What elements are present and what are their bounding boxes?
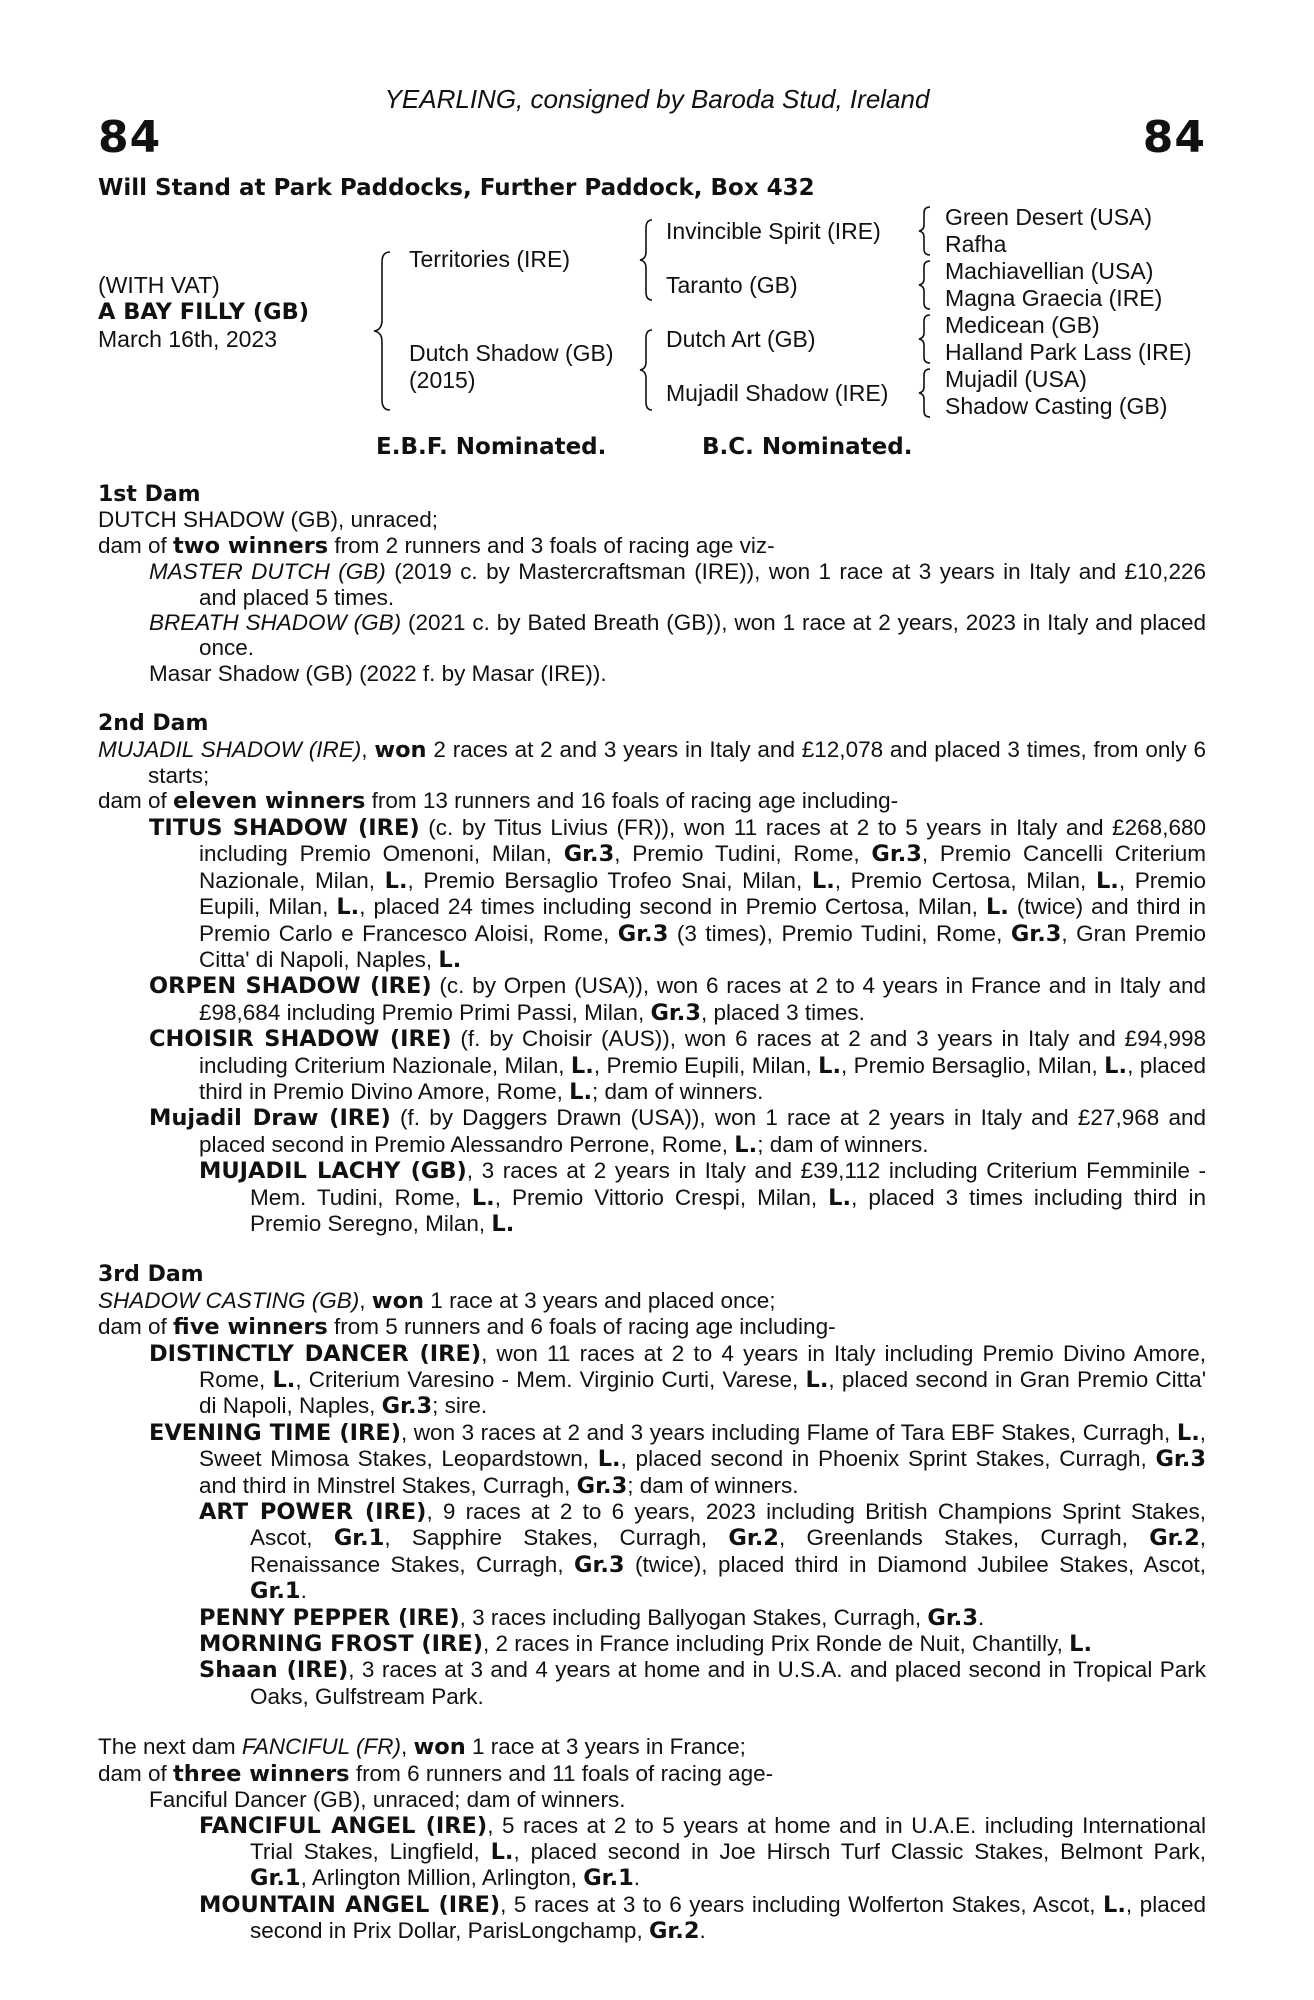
third-dam-produce-line: dam of five winners from 5 runners and 6 foals of racing age including- [98,1314,836,1341]
vat-label: (WITH VAT) [98,272,220,298]
produce-entry-master-dutch: MASTER DUTCH (GB) (2019 c. by Mastercraftsman (IRE)), won 1 race at 3 years in Italy and £10,226 and placed 5 times. [149,559,1206,610]
sire-dam-dam: Magna Graecia (IRE) [945,285,1163,311]
entry-penny-pepper: PENNY PEPPER (IRE), 3 races including Ballyogan Stakes, Curragh, Gr.3. [199,1604,985,1631]
stand-location: Will Stand at Park Paddocks, Further Paddock, Box 432 [98,175,815,201]
sire-name: Territories (IRE) [409,246,571,272]
entry-mujadil-draw: Mujadil Draw (IRE) (f. by Daggers Drawn (USA)), won 1 race at 2 years in Italy and £27,968 and placed second in Premio Alessandro Perrone, Rome, L.; dam of winners. [149,1105,1206,1158]
dam-dam: Mujadil Shadow (IRE) [666,380,889,406]
bc-nominated: B.C. Nominated. [702,434,913,460]
brace-ds [917,313,933,365]
next-dam-produce-line: dam of three winners from 6 runners and 11 foals of racing age- [98,1760,774,1787]
sire-sire: Invincible Spirit (IRE) [666,218,881,244]
entry-shaan: Shaan (IRE), 3 races at 3 and 4 years at home and in U.S.A. and placed second in Tropical Park Oaks, Gulfstream Park. [199,1657,1206,1709]
entry-mountain-angel: MOUNTAIN ANGEL (IRE), 5 races at 3 to 6 years including Wolferton Stakes, Ascot, L., placed second in Prix Dollar, ParisLongchamp, Gr.2. [199,1891,1206,1945]
ebf-nominated: E.B.F. Nominated. [376,434,607,460]
foaling-date: March 16th, 2023 [98,326,278,352]
sire-sire-dam: Rafha [945,231,1007,257]
entry-morning-frost: MORNING FROST (IRE), 2 races in France including Prix Ronde de Nuit, Chantilly, L. [199,1631,1093,1658]
first-dam-produce-line: dam of two winners from 2 runners and 3 foals of racing age viz- [98,532,775,559]
third-dam-line: SHADOW CASTING (GB), won 1 race at 3 years and placed once; [98,1287,776,1314]
lot-number-left: 84 [98,112,162,163]
dam-year: (2015) [409,367,476,393]
entry-distinctly-dancer: DISTINCTLY DANCER (IRE), won 11 races at 2 to 4 years in Italy including Premio Divino Amore, Rome, L., Criterium Varesino - Mem. Virginio Curti, Varese, L., placed second in Gran Premio Citta' di Napoli, Naples, Gr.3; sire. [149,1340,1206,1420]
next-dam-line: The next dam FANCIFUL (FR), won 1 race at 3 years in France; [98,1734,746,1761]
brace-main [372,250,394,412]
second-dam-heading: 2nd Dam [98,711,209,737]
third-dam-heading: 3rd Dam [98,1262,204,1288]
dam-dam-dam: Shadow Casting (GB) [945,393,1168,419]
brace-ss [917,205,933,257]
consignor-subtitle: YEARLING, consigned by Baroda Stud, Ireland [384,84,930,114]
sire-dam-sire: Machiavellian (USA) [945,258,1154,284]
dam-sire-dam: Halland Park Lass (IRE) [945,339,1192,365]
brace-dam [638,328,656,412]
horse-name: A BAY FILLY (GB) [98,299,310,325]
dam-sire: Dutch Art (GB) [666,326,816,352]
entry-mujadil-lachy: MUJADIL LACHY (GB), 3 races at 2 years in Italy and £39,112 including Criterium Femminile - Mem. Tudini, Rome, L., Premio Vittorio Crespi, Milan, L., placed 3 times including third in Premio Seregno, Milan, L. [199,1158,1206,1237]
entry-evening-time: EVENING TIME (IRE), won 3 races at 2 and 3 years including Flame of Tara EBF Stakes, Curragh, L., Sweet Mimosa Stakes, Leopardstown, L., placed second in Phoenix Sprint Stakes, Curragh, Gr.3 and third in Minstrel Stakes, Curragh, Gr.3; dam of winners. [149,1419,1207,1499]
first-dam-heading: 1st Dam [98,482,201,507]
entry-choisir-shadow: CHOISIR SHADOW (IRE) (f. by Choisir (AUS)), won 6 races at 2 and 3 years in Italy and £94,998 including Criterium Nazionale, Milan, L., Premio Eupili, Milan, L., Premio Bersaglio, Milan, L., placed third in Premio Divino Amore, Rome, L.; dam of winners. [149,1026,1206,1105]
sire-dam: Taranto (GB) [666,272,798,298]
brace-sire [638,218,656,302]
brace-sd [917,259,933,311]
lot-number-right: 84 [1142,112,1206,163]
brace-dd [917,367,933,419]
entry-orpen-shadow: ORPEN SHADOW (IRE) (c. by Orpen (USA)), won 6 races at 2 to 4 years in France and in Italy and £98,684 including Premio Primi Passi, Milan, Gr.3, placed 3 times. [149,973,1206,1026]
dam-sire-sire: Medicean (GB) [945,312,1100,338]
dam-dam-sire: Mujadil (USA) [945,366,1087,392]
entry-titus-shadow: TITUS SHADOW (IRE) (c. by Titus Livius (FR)), won 11 races at 2 to 5 years in Italy and £268,680 including Premio Omenoni, Milan, Gr.3, Premio Tudini, Rome, Gr.3, Premio Cancelli Criterium Nazionale, Milan, L., Premio Bersaglio Trofeo Snai, Milan, L., Premio Certosa, Milan, L., Premio Eupili, Milan, L., placed 24 times including second in Premio Certosa, Milan, L. (twice) and third in Premio Carlo e Francesco Aloisi, Rome, Gr.3 (3 times), Premio Tudini, Rome, Gr.3, Gran Premio Citta' di Napoli, Naples, L. [149,814,1206,973]
second-dam-produce-line: dam of eleven winners from 13 runners and 16 foals of racing age including- [98,788,899,815]
catalogue-body [98,482,1206,1945]
entry-fanciful-angel: FANCIFUL ANGEL (IRE), 5 races at 2 to 5 years at home and in U.A.E. including International Trial Stakes, Lingfield, L., placed second in Joe Hirsch Turf Classic Stakes, Belmont Park, Gr.1, Arlington Million, Arlington, Gr.1. [199,1812,1206,1892]
second-dam-line: MUJADIL SHADOW (IRE), won 2 races at 2 and 3 years in Italy and £12,078 and placed 3 times, from only 6 starts; [98,736,1206,789]
sire-sire-sire: Green Desert (USA) [945,204,1153,230]
dam-name: Dutch Shadow (GB) [409,340,614,366]
produce-entry-breath-shadow: BREATH SHADOW (GB) (2021 c. by Bated Breath (GB)), won 1 race at 2 years, 2023 in Italy and placed once. [149,610,1206,661]
produce-entry-masar-shadow: Masar Shadow (GB) (2022 f. by Masar (IRE)). [149,660,607,686]
first-dam-line: DUTCH SHADOW (GB), unraced; [98,507,439,533]
entry-fanciful-dancer: Fanciful Dancer (GB), unraced; dam of winners. [149,1787,626,1813]
entry-art-power: ART POWER (IRE), 9 races at 2 to 6 years, 2023 including British Champions Sprint Stakes, Ascot, Gr.1, Sapphire Stakes, Curragh, Gr.2, Greenlands Stakes, Curragh, Gr.2, Renaissance Stakes, Curragh, Gr.3 (twice), placed third in Diamond Jubilee Stakes, Ascot, Gr.1. [199,1499,1207,1605]
